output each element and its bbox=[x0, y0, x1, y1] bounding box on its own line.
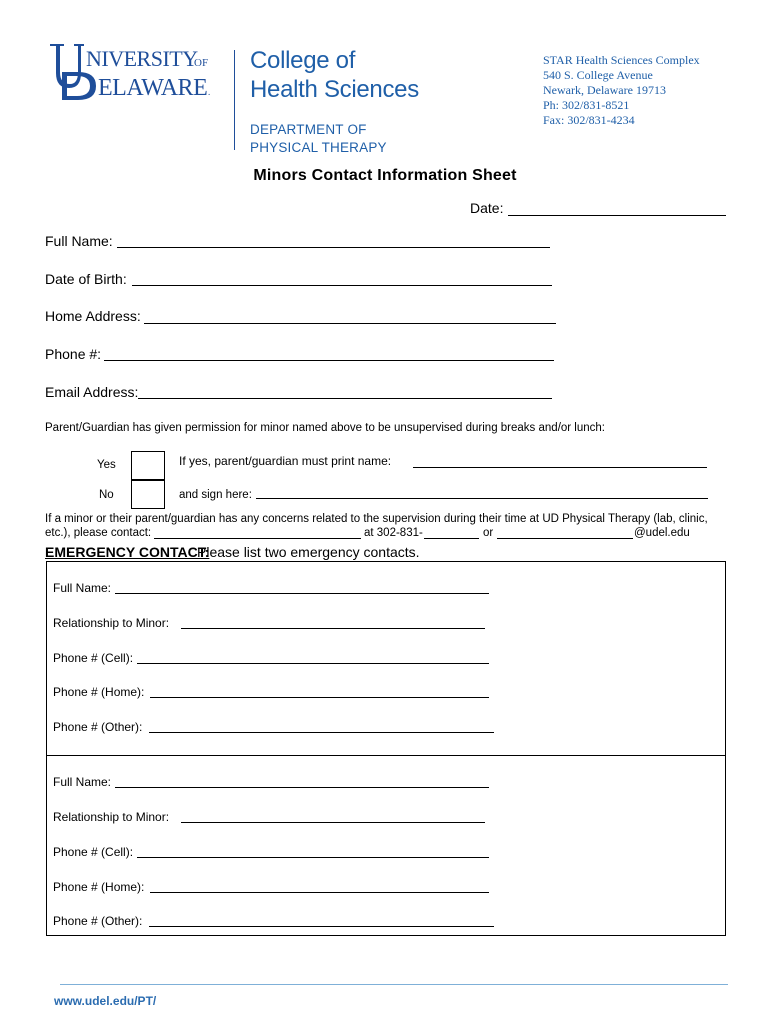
date-field[interactable] bbox=[508, 215, 726, 216]
date-label: Date: bbox=[470, 200, 504, 216]
university-of-delaware-logo bbox=[48, 42, 228, 102]
contact1-relationship-field[interactable] bbox=[181, 628, 485, 629]
dob-field[interactable] bbox=[132, 285, 552, 286]
contact1-phone-home-label: Phone # (Home): bbox=[53, 685, 145, 699]
department-line1: DEPARTMENT OF bbox=[250, 122, 367, 137]
home-address-field[interactable] bbox=[144, 323, 556, 324]
contact1-phone-other-label: Phone # (Other): bbox=[53, 720, 143, 734]
contact1-full-name-field[interactable] bbox=[115, 593, 489, 594]
contact1-phone-home-field[interactable] bbox=[150, 697, 489, 698]
concerns-or: or bbox=[483, 527, 494, 539]
concerns-text: If a minor or their parent/guardian has any concerns related to the supervision during their time at UD Physical Therapy (lab, clinic, bbox=[45, 513, 708, 525]
department-line2: PHYSICAL THERAPY bbox=[250, 140, 387, 155]
contact2-full-name-field[interactable] bbox=[115, 787, 489, 788]
footer-url[interactable]: www.udel.edu/PT/ bbox=[54, 994, 157, 1008]
contact1-phone-cell-field[interactable] bbox=[137, 663, 489, 664]
home-address-label: Home Address: bbox=[45, 308, 141, 324]
contact1-full-name-label: Full Name: bbox=[53, 581, 112, 595]
contact2-phone-cell-label: Phone # (Cell): bbox=[53, 845, 134, 859]
yes-checkbox[interactable] bbox=[131, 451, 165, 480]
address-line: Fax: 302/831-4234 bbox=[543, 113, 635, 127]
phone-field[interactable] bbox=[104, 360, 554, 361]
concerns-email-field[interactable] bbox=[497, 538, 633, 539]
contact2-full-name-label: Full Name: bbox=[53, 775, 112, 789]
email-field[interactable] bbox=[138, 398, 552, 399]
sign-instruction: and sign here: bbox=[179, 489, 252, 501]
svg-text:OF: OF bbox=[194, 57, 209, 69]
yes-label: Yes bbox=[97, 459, 116, 471]
concerns-phone-prefix: at 302-831- bbox=[364, 527, 423, 539]
footer-divider bbox=[60, 984, 728, 985]
college-name bbox=[250, 46, 419, 104]
contact2-phone-cell-field[interactable] bbox=[137, 857, 489, 858]
address-line: STAR Health Sciences Complex bbox=[543, 53, 700, 67]
address-line: Ph: 302/831-8521 bbox=[543, 98, 630, 112]
contact2-relationship-label: Relationship to Minor: bbox=[53, 810, 170, 824]
print-name-instruction: If yes, parent/guardian must print name: bbox=[179, 454, 392, 468]
contact2-phone-home-field[interactable] bbox=[150, 892, 489, 893]
svg-text:NIVERSITY: NIVERSITY bbox=[86, 46, 198, 71]
dob-label: Date of Birth: bbox=[45, 271, 127, 287]
guardian-print-name-field[interactable] bbox=[413, 467, 707, 468]
contact1-relationship-label: Relationship to Minor: bbox=[53, 616, 170, 630]
svg-text:.: . bbox=[208, 87, 211, 97]
contact2-phone-other-field[interactable] bbox=[149, 926, 494, 927]
contact1-phone-cell-label: Phone # (Cell): bbox=[53, 651, 134, 665]
emergency-subheading: Please list two emergency contacts. bbox=[197, 544, 420, 560]
phone-label: Phone #: bbox=[45, 346, 102, 362]
no-checkbox[interactable] bbox=[131, 480, 165, 509]
permission-question: Parent/Guardian has given permission for minor named above to be unsupervised during breaks and/or lunch: bbox=[45, 422, 605, 434]
department-name bbox=[250, 121, 387, 157]
contact1-phone-other-field[interactable] bbox=[149, 732, 494, 733]
concerns-phone-field[interactable] bbox=[424, 538, 479, 539]
college-line1: College of bbox=[250, 47, 356, 74]
page-title: Minors Contact Information Sheet bbox=[253, 167, 517, 184]
guardian-signature-field[interactable] bbox=[256, 498, 708, 499]
contact-address bbox=[543, 53, 700, 128]
contact2-relationship-field[interactable] bbox=[181, 822, 485, 823]
full-name-label: Full Name: bbox=[45, 233, 113, 249]
college-line2: Health Sciences bbox=[250, 76, 419, 103]
no-label: No bbox=[99, 489, 114, 501]
address-line: 540 S. College Avenue bbox=[543, 68, 653, 82]
concerns-contact-label: etc.), please contact: bbox=[45, 527, 152, 539]
emergency-heading: EMERGENCY CONTACT: bbox=[45, 544, 210, 560]
svg-text:ELAWARE: ELAWARE bbox=[98, 75, 208, 101]
emergency-contacts-divider bbox=[46, 755, 726, 756]
contact2-phone-home-label: Phone # (Home): bbox=[53, 880, 145, 894]
address-line: Newark, Delaware 19713 bbox=[543, 83, 666, 97]
email-label: Email Address: bbox=[45, 384, 139, 400]
concerns-contact-name-field[interactable] bbox=[154, 538, 361, 539]
concerns-email-domain: @udel.edu bbox=[634, 527, 690, 539]
logo-divider bbox=[234, 50, 235, 150]
full-name-field[interactable] bbox=[117, 247, 550, 248]
contact2-phone-other-label: Phone # (Other): bbox=[53, 914, 143, 928]
